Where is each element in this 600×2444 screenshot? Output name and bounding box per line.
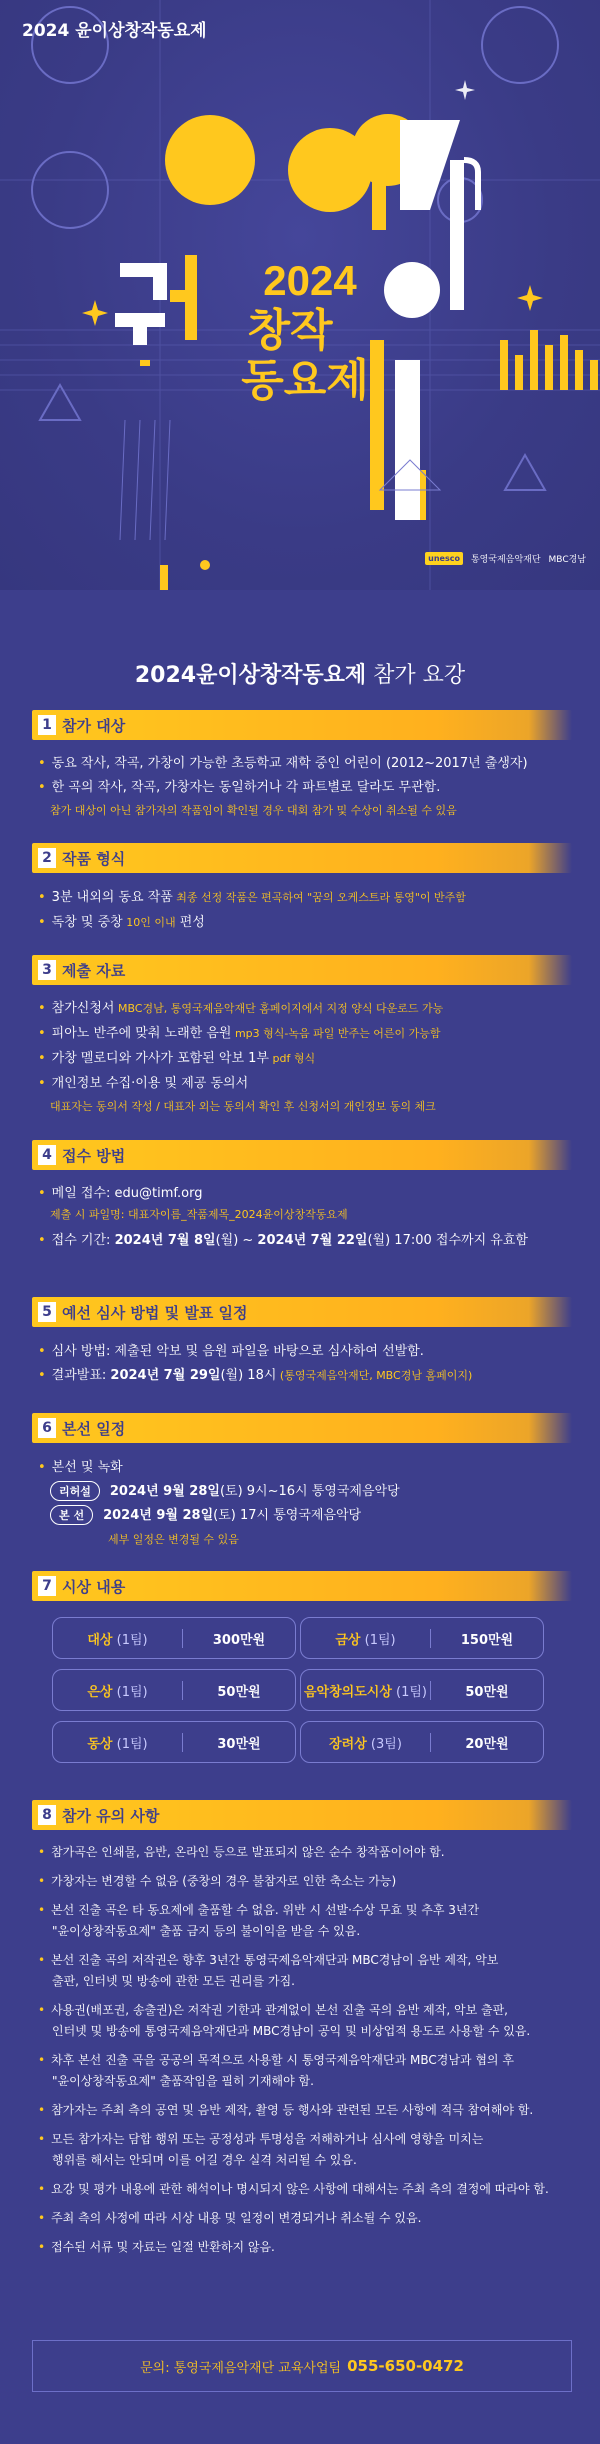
- s2-line-2: • 독창 및 중창 10인 이내 편성: [38, 911, 205, 930]
- s8-line-8b: 행위를 해서는 안되며 이를 어길 경우 실격 처리될 수 있음.: [52, 2153, 357, 2167]
- s8-line-10: • 주최 측의 사정에 따라 시상 내용 및 일정이 변경되거나 취소될 수 있음.: [38, 2209, 421, 2226]
- hero-line2: 동요제: [241, 355, 369, 406]
- section-header-2: [32, 843, 572, 873]
- contact-label: 문의: 통영국제음악재단 교육사업팀: [140, 2360, 342, 2376]
- s4-line-1: • 메일 접수: edu@timf.org: [38, 1182, 203, 1201]
- prize-silver: 은상 (1팀) 50만원: [52, 1669, 296, 1711]
- section-title: 시상 내용: [62, 1577, 126, 1596]
- section-header-8: [32, 1800, 572, 1830]
- rehearsal-tag: 리허설: [50, 1481, 100, 1501]
- prize-creative-city: 음악창의도시상 (1팀) 50만원: [300, 1669, 544, 1711]
- section-number: 5: [38, 1302, 56, 1322]
- section-number: 6: [38, 1418, 56, 1438]
- section-number: 1: [38, 715, 56, 735]
- sponsor-logos: [425, 552, 586, 565]
- section-number: 2: [38, 848, 56, 868]
- s3-line-2: • 피아노 반주에 맞춰 노래한 음원 mp3 형식-녹음 파일 반주는 어른이 가능함: [38, 1022, 441, 1041]
- section-number: 7: [38, 1576, 56, 1596]
- s5-line-1: • 심사 방법: 제출된 악보 및 음원 파일을 바탕으로 심사하여 선발함.: [38, 1340, 424, 1359]
- page-title: [0, 658, 600, 689]
- contact-phone[interactable]: 055-650-0472: [347, 2357, 464, 2375]
- section-header-4: [32, 1140, 572, 1170]
- s6-note: 세부 일정은 변경될 수 있음: [108, 1533, 239, 1546]
- s6-rehearsal: 리허설 2024년 9월 28일(토) 9시~16시 통영국제음악당: [50, 1480, 400, 1501]
- hero-year: 2024: [263, 257, 357, 304]
- hero-banner: [0, 0, 600, 590]
- section-number: 4: [38, 1145, 56, 1165]
- contact-box: [32, 2340, 572, 2392]
- section-title: 본선 일정: [62, 1419, 126, 1438]
- section-header-1: [32, 710, 572, 740]
- s1-line-2: • 한 곡의 작사, 작곡, 가창자는 동일하거나 각 파트별로 달라도 무관함.: [38, 776, 440, 795]
- section-number: 3: [38, 960, 56, 980]
- section-title: 참가 대상: [62, 716, 126, 735]
- s2-line-1: • 3분 내외의 동요 작품 최종 선정 작품은 편곡하여 "꿈의 오케스트라 통영"이 반주함: [38, 886, 466, 905]
- s6-final: 본 선 2024년 9월 28일(토) 17시 통영국제음악당: [50, 1504, 361, 1525]
- unesco-logo: unesco: [425, 552, 463, 565]
- s8-line-11: • 접수된 서류 및 자료는 일절 반환하지 않음.: [38, 2238, 275, 2255]
- section-header-7: [32, 1571, 572, 1601]
- mbc-logo: MBC경남: [548, 555, 586, 565]
- section-number: 8: [38, 1805, 56, 1825]
- s3-line-4: • 개인정보 수집·이용 및 제공 동의서: [38, 1072, 248, 1091]
- timf-logo: 통영국제음악재단: [470, 555, 541, 565]
- s8-line-3b: "윤이상창작동요제" 출품 금지 등의 불이익을 받을 수 있음.: [52, 1924, 361, 1938]
- s3-line-3: • 가창 멜로디와 가사가 포함된 악보 1부 pdf 형식: [38, 1047, 315, 1066]
- prize-bronze: 동상 (1팀) 30만원: [52, 1721, 296, 1763]
- s8-line-5a: • 사용권(배포권, 송출권)은 저작권 기한과 관계없이 본선 진출 곡의 음반 제작, 악보 출판,: [38, 2001, 508, 2018]
- s8-line-4a: • 본선 진출 곡의 저작권은 향후 3년간 통영국제음악재단과 MBC경남이 음반 제작, 악보: [38, 1951, 498, 1968]
- section-title: 작품 형식: [62, 849, 126, 868]
- s3-note: 대표자는 동의서 작성 / 대표자 외는 동의서 확인 후 신청서의 개인정보 동의 체크: [50, 1100, 436, 1113]
- section-title: 접수 방법: [62, 1146, 126, 1165]
- prize-grand: 대상 (1팀) 300만원: [52, 1617, 296, 1659]
- section-header-3: [32, 955, 572, 985]
- hero-graphic: [0, 0, 600, 590]
- s3-line-1: • 참가신청서 MBC경남, 통영국제음악재단 홈페이지에서 지정 양식 다운로드 가능: [38, 997, 443, 1016]
- s8-line-4b: 출판, 인터넷 및 방송에 관한 모든 권리를 가짐.: [52, 1974, 295, 1988]
- s8-line-1: • 참가곡은 인쇄물, 음반, 온라인 등으로 발표되지 않은 순수 창작품이어야 함.: [38, 1843, 445, 1860]
- s8-line-9: • 요강 및 평가 내용에 관한 해석이나 명시되지 않은 사항에 대해서는 주최 측의 결정에 따라야 함.: [38, 2180, 549, 2197]
- section-header-6: [32, 1413, 572, 1443]
- title-bold: 2024윤이상창작동요제: [134, 663, 367, 688]
- hero-line1: 창작: [247, 305, 333, 356]
- s8-line-7: • 참가자는 주최 측의 공연 및 음반 제작, 촬영 등 행사와 관련된 모든 사항에 적극 참여해야 함.: [38, 2101, 533, 2118]
- s1-note: 참가 대상이 아닌 참가자의 작품임이 확인될 경우 대회 참가 및 수상이 취소될 수 있음: [50, 804, 457, 817]
- prize-gold: 금상 (1팀) 150만원: [300, 1617, 544, 1659]
- s8-line-8a: • 모든 참가자는 담합 행위 또는 공정성과 투명성을 저해하거나 심사에 영향을 미치는: [38, 2130, 483, 2147]
- s8-line-6b: "윤이상창작동요제" 출품작임을 필히 기재해야 함.: [52, 2074, 314, 2088]
- s1-line-1: • 동요 작사, 작곡, 가창이 가능한 초등학교 재학 중인 어린이 (2012~2017년 출생자): [38, 752, 528, 771]
- prize-encouragement: 장려상 (3팀) 20만원: [300, 1721, 544, 1763]
- s8-line-6a: • 차후 본선 진출 곡을 공공의 목적으로 사용할 시 통영국제음악재단과 MBC경남과 협의 후: [38, 2051, 514, 2068]
- final-tag: 본 선: [50, 1505, 93, 1525]
- s8-line-2: • 가창자는 변경할 수 없음 (중창의 경우 불참자로 인한 축소는 가능): [38, 1872, 396, 1889]
- s8-line-3a: • 본선 진출 곡은 타 동요제에 출품할 수 없음. 위반 시 선발·수상 무효 및 추후 3년간: [38, 1901, 479, 1918]
- s5-line-2: • 결과발표: 2024년 7월 29일(월) 18시 (통영국제음악재단, MBC경남 홈페이지): [38, 1364, 472, 1383]
- title-light: 참가 요강: [366, 663, 466, 688]
- s6-line-1: • 본선 및 녹화: [38, 1456, 123, 1475]
- section-header-5: [32, 1297, 572, 1327]
- s4-line-2: • 접수 기간: 2024년 7월 8일(월) ~ 2024년 7월 22일(월) 17:00 접수까지 유효함: [38, 1229, 528, 1248]
- s4-note: 제출 시 파일명: 대표자이름_작품제목_2024윤이상창작동요제: [50, 1208, 348, 1221]
- s8-line-5b: 인터넷 및 방송에 통영국제음악재단과 MBC경남이 공익 및 비상업적 용도로 사용할 수 있음.: [52, 2024, 531, 2038]
- top-title: 2024 윤이상창작동요제: [22, 21, 207, 41]
- section-title: 예선 심사 방법 및 발표 일정: [62, 1303, 248, 1322]
- section-title: 참가 유의 사항: [62, 1806, 160, 1825]
- section-title: 제출 자료: [62, 961, 126, 980]
